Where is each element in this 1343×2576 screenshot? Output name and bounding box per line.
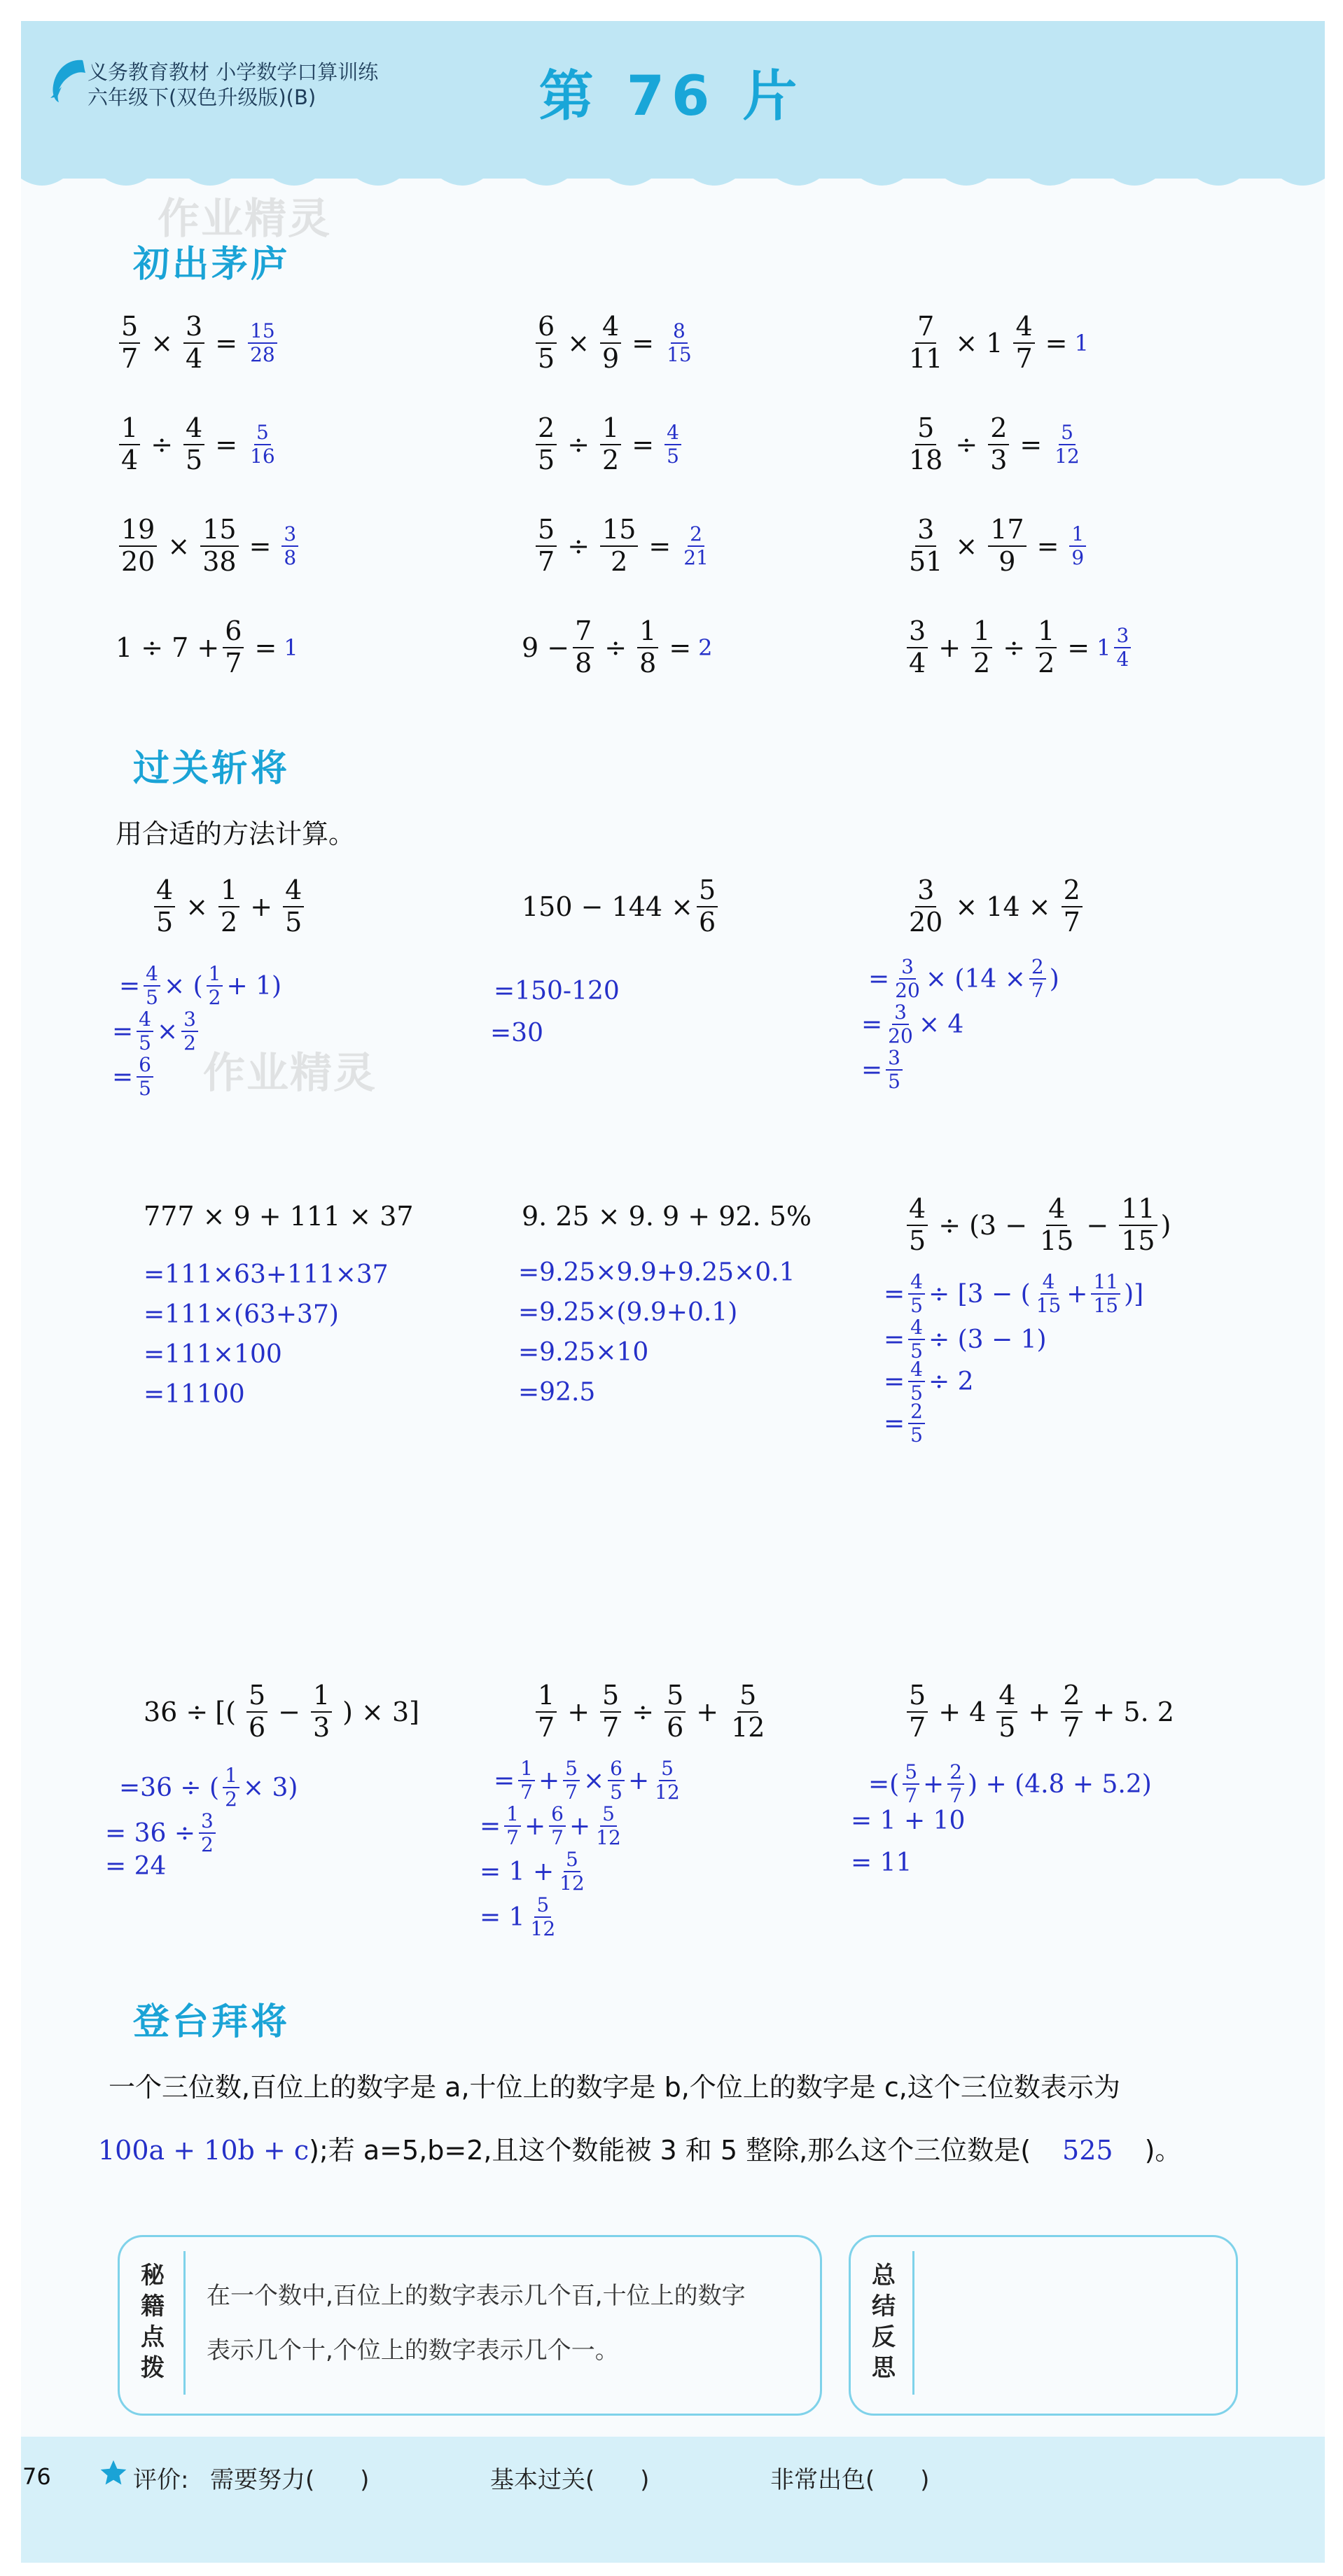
q4-step-3: =111×100 — [144, 1340, 282, 1369]
answer-1: $\frac{15}{28}$ — [244, 320, 281, 366]
q9-step-2: = 1 + 10 — [851, 1806, 966, 1835]
q3-step-1: = $\frac{3}{20}$ × (14 × $\frac{2}{7}$ ) — [868, 955, 1059, 1003]
problem-5: $\frac{2}{5}$ ÷ $\frac{1}{2}$ = $\frac{4}{5}$ — [532, 413, 685, 475]
rating-basic-pass[interactable]: 基本过关( ) — [490, 2466, 650, 2494]
q4-step-4: =11100 — [144, 1380, 245, 1409]
q7-step-2: = 36 ÷ $\frac{3}{2}$ — [105, 1810, 219, 1856]
q7-step-3: = 24 — [105, 1852, 167, 1881]
q5-step-2: =9.25×(9.9+0.1) — [518, 1298, 738, 1327]
q3-step-2: = $\frac{3}{20}$ × 4 — [861, 1001, 964, 1048]
q3-expression: $\frac{3}{20}$ × 14 × $\frac{2}{7}$ — [903, 875, 1086, 938]
answer-5: $\frac{4}{5}$ — [661, 422, 685, 468]
q1-step-3: = $\frac{6}{5}$ — [112, 1054, 157, 1100]
page-title: 第 76 片 — [538, 65, 805, 128]
problem-12: $\frac{3}{4}$ + $\frac{1}{2}$ ÷ $\frac{1}{2}$ = 1 $\frac{3}{4}$ — [903, 616, 1134, 678]
q7-step-1: =36 ÷ ( $\frac{1}{2}$ × 3) — [119, 1764, 298, 1811]
q8-step-2: = $\frac{1}{7}$ + $\frac{6}{7}$ + $\frac{5}{12}$ — [480, 1802, 621, 1850]
q6-expression: $\frac{4}{5}$ ÷ (3 − $\frac{4}{15}$ − $\frac{11}{15}$ ) — [903, 1194, 1171, 1256]
q5-step-4: =92.5 — [518, 1378, 596, 1407]
summary-box[interactable] — [849, 2235, 1238, 2416]
tips-label: 秘 籍 点 拨 — [141, 2262, 165, 2382]
q9-step-1: =( $\frac{5}{7}$ + $\frac{2}{7}$ ) + (4.8 + 5.2) — [868, 1760, 1152, 1808]
summary-label: 总 结 反 思 — [872, 2262, 896, 2382]
problem-6: $\frac{5}{18}$ ÷ $\frac{2}{3}$ = $\frac{5}{12}$ — [903, 413, 1085, 475]
series-line-1: 义务教育教材 小学数学口算训练 — [88, 60, 379, 84]
answer-2: $\frac{8}{15}$ — [667, 319, 692, 366]
star-icon — [98, 2458, 129, 2488]
q7-expression: 36 ÷ [( $\frac{5}{6}$ − $\frac{1}{3}$ ) × 3] — [144, 1680, 419, 1743]
q5-step-3: =9.25×10 — [518, 1338, 649, 1367]
answer-blank-2: 525 — [1062, 2135, 1113, 2166]
problem-10: 1 ÷ 7 + $\frac{6}{7}$ = 1 — [116, 615, 298, 678]
q5-expression: 9. 25 × 9. 9 + 92. 5% — [522, 1201, 812, 1232]
rating-excellent[interactable]: 非常出色( ) — [770, 2466, 930, 2494]
section-title-1: 初出茅庐 — [133, 244, 291, 286]
q2-step-1: =150-120 — [494, 977, 620, 1005]
q9-expression: $\frac{5}{7}$ + 4 $\frac{4}{5}$ + $\frac{2}{7}$ + 5. 2 — [903, 1680, 1181, 1743]
rating-needs-effort[interactable]: 需要努力( ) — [210, 2466, 370, 2494]
q6-step-3: = $\frac{4}{5}$ ÷ 2 — [884, 1358, 974, 1405]
watermark-text-2: 作业精灵 — [203, 1049, 377, 1098]
problem-9: $\frac{3}{51}$ × $\frac{17}{9}$ = $\frac{1}{9}$ — [903, 515, 1090, 577]
summary-divider — [912, 2251, 914, 2395]
q4-step-1: =111×63+111×37 — [144, 1260, 389, 1289]
section-title-2: 过关斩将 — [133, 748, 291, 790]
footer-band — [21, 2437, 1325, 2563]
watermark-text: 作业精灵 — [158, 195, 331, 244]
q4-expression: 777 × 9 + 111 × 37 — [144, 1201, 414, 1232]
q8-expression: $\frac{1}{7}$ + $\frac{5}{7}$ ÷ $\frac{5}{6}$ + $\frac{5}{12}$ — [532, 1680, 770, 1743]
question-text-line-1: 一个三位数,百位上的数字是 a,十位上的数字是 b,个位上的数字是 c,这个三位数表示为 — [109, 2072, 1120, 2103]
section-title-3: 登台拜将 — [133, 2001, 291, 2043]
q8-step-4: = 1 $\frac{5}{12}$ — [480, 1893, 556, 1941]
instruction: 用合适的方法计算。 — [116, 819, 356, 849]
q3-step-3: = $\frac{3}{5}$ — [861, 1047, 906, 1093]
q8-step-1: = $\frac{1}{7}$ + $\frac{5}{7}$ × $\frac{6}{5}$ + $\frac{5}{12}$ — [494, 1757, 680, 1804]
problem-7: $\frac{19}{20}$ × $\frac{15}{38}$ = $\frac{3}{8}$ — [116, 515, 302, 577]
tips-divider — [183, 2251, 186, 2395]
question-text-line-2: 100a + 10b + c);若 a=5,b=2,且这个数能被 3 和 5 整除,那么这个三位数是( 525 )。 — [98, 2135, 1182, 2166]
q5-step-1: =9.25×9.9+9.25×0.1 — [518, 1258, 795, 1287]
tips-text: 在一个数中,百位上的数字表示几个百,十位上的数字 表示几个十,个位上的数字表示几个一。 — [207, 2282, 746, 2365]
answer-9: $\frac{1}{9}$ — [1066, 523, 1090, 569]
answer-6: $\frac{5}{12}$ — [1055, 420, 1080, 468]
q1-step-1: = $\frac{4}{5}$ × ( $\frac{1}{2}$ + 1) — [119, 962, 282, 1010]
page-number: 76 — [22, 2463, 51, 2490]
answer-11: 2 — [698, 634, 713, 661]
answer-10: 1 — [284, 634, 298, 661]
problem-8: $\frac{5}{7}$ ÷ $\frac{15}{2}$ = $\frac{2}{21}$ — [532, 515, 714, 577]
answer-3: 1 — [1074, 329, 1089, 356]
answer-8: $\frac{2}{21}$ — [683, 522, 709, 569]
answer-4: $\frac{5}{16}$ — [250, 420, 275, 468]
q4-step-2: =111×(63+37) — [144, 1300, 339, 1329]
series-line-2: 六年级下(双色升级版)(B) — [88, 85, 316, 109]
q6-step-4: = $\frac{2}{5}$ — [884, 1400, 928, 1447]
q2-expression: 150 − 144 × $\frac{5}{6}$ — [522, 875, 721, 938]
answer-12: 1 $\frac{3}{4}$ — [1097, 625, 1134, 671]
problem-11: 9 − $\frac{7}{8}$ ÷ $\frac{1}{8}$ = 2 — [522, 615, 713, 678]
problem-3: $\frac{7}{11}$ × 1 $\frac{4}{7}$ = 1 — [909, 311, 1089, 374]
q9-step-3: = 11 — [851, 1849, 912, 1877]
q6-step-2: = $\frac{4}{5}$ ÷ (3 − 1) — [884, 1316, 1047, 1363]
problem-1: $\frac{5}{7}$ × $\frac{3}{4}$ = $\frac{15}{28}$ — [116, 312, 281, 374]
q1-expression: $\frac{4}{5}$ × $\frac{1}{2}$ + $\frac{4}{5}$ — [151, 875, 307, 938]
evaluation-label: 评价: — [133, 2466, 189, 2494]
q2-step-2: =30 — [490, 1019, 543, 1047]
problem-4: $\frac{1}{4}$ ÷ $\frac{4}{5}$ = $\frac{5}{16}$ — [116, 413, 281, 475]
answer-7: $\frac{3}{8}$ — [278, 523, 302, 569]
problem-2: $\frac{6}{5}$ × $\frac{4}{9}$ = $\frac{8}{15}$ — [532, 312, 697, 374]
q8-step-3: = 1 + $\frac{5}{12}$ — [480, 1848, 585, 1895]
q6-step-1: = $\frac{4}{5}$ ÷ [3 − ( $\frac{4}{15}$ + $\frac{11}{15}$ )] — [884, 1270, 1144, 1318]
q1-step-2: = $\frac{4}{5}$ × $\frac{3}{2}$ — [112, 1008, 202, 1054]
answer-blank-1: 100a + 10b + c — [98, 2135, 309, 2166]
